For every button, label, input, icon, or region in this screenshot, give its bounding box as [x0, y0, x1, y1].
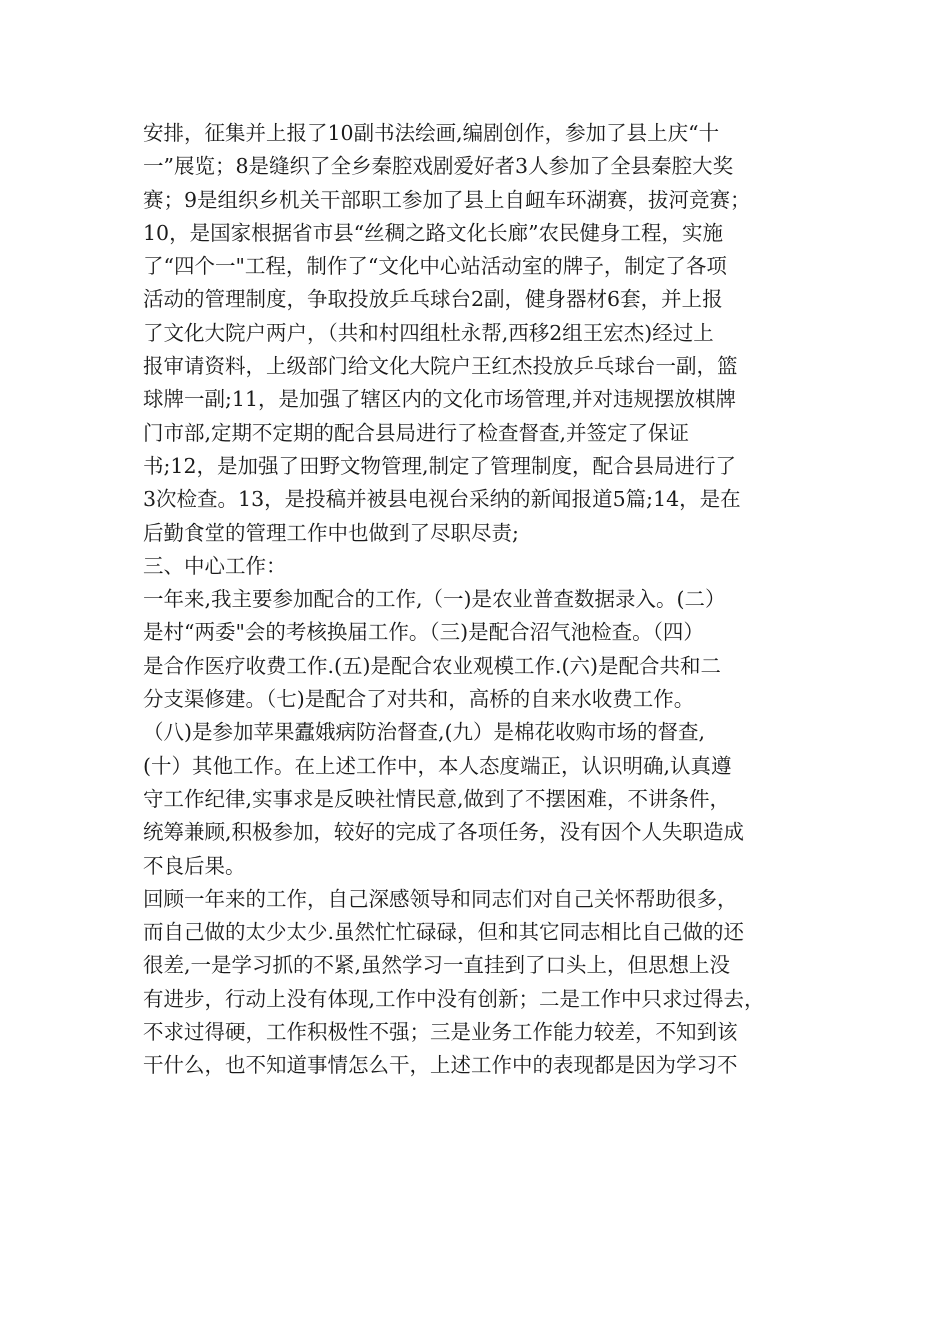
- text-line: 不求过得硬，工作积极性不强；三是业务工作能力较差，不知到该: [143, 1020, 738, 1045]
- section-heading: 三、中心工作：: [143, 553, 287, 578]
- text-line: 很差,一是学习抓的不紧,虽然学习一直挂到了口头上，但思想上没: [143, 953, 731, 978]
- text-line: 书;12，是加强了田野文物管理,制定了管理制度，配合县局进行了: [143, 453, 737, 478]
- text-line: 门市部,定期不定期的配合县局进行了检查督查,并签定了保证: [143, 420, 690, 445]
- text-line: 一年来,我主要参加配合的工作,（一)是农业普查数据录入。(二）: [143, 587, 726, 612]
- text-line: 一”展览；8是缝织了全乡秦腔戏剧爱好者3人参加了全县秦腔大奖: [143, 154, 734, 179]
- text-line: 10，是国家根据省市县“丝稠之路文化长廊”农民健身工程，实施: [143, 220, 724, 245]
- text-line: 球牌一副;11，是加强了辖区内的文化市场管理,并对违规摆放棋牌: [143, 387, 737, 412]
- text-line: 不良后果。: [143, 853, 246, 878]
- text-line: 3次检查。13，是投稿并被县电视台采纳的新闻报道5篇;14，是在: [143, 487, 741, 512]
- text-line: 了文化大院户两户，（共和村四组杜永帮,西移2组王宏杰)经过上: [143, 320, 714, 345]
- text-line: 守工作纪律,实事求是反映社情民意,做到了不摆困难，不讲条件，: [143, 786, 731, 811]
- text-line: 赛；9是组织乡机关干部职工参加了县上自衄车环湖赛，拔河竞赛；: [143, 187, 751, 212]
- text-line: (十）其他工作。在上述工作中，本人态度端正，认识明确,认真遵: [143, 753, 732, 778]
- text-line: 活动的管理制度，争取投放乒乓球台2副，健身器材6套，并上报: [143, 287, 723, 312]
- text-line: 了“四个一"工程，制作了“文化中心站活动室的牌子，制定了各项: [143, 254, 727, 279]
- text-line: 是合作医疗收费工作.(五)是配合农业观模工作.(六)是配合共和二: [143, 653, 722, 678]
- text-line: 有进步，行动上没有体现,工作中没有创新；二是工作中只求过得去，: [143, 986, 765, 1011]
- document-body: [143, 117, 813, 1083]
- text-line: 回顾一年来的工作，自己深感领导和同志们对自己关怀帮助很多，: [143, 886, 738, 911]
- text-line: 而自己做的太少太少.虽然忙忙碌碌，但和其它同志相比自己做的还: [143, 920, 745, 945]
- text-line: 干什么，也不知道事情怎么干，上述工作中的表现都是因为学习不: [143, 1053, 738, 1078]
- text-line: 后勤食堂的管理工作中也做到了尽职尽责;: [143, 520, 519, 545]
- text-line: 统筹兼顾,积极参加，较好的完成了各项任务，没有因个人失职造成: [143, 820, 745, 845]
- text-line: 是村“两委"会的考核换届工作。（三)是配合沼气池检查。（四）: [143, 620, 704, 645]
- text-line: 分支渠修建。（七)是配合了对共和，高桥的自来水收费工作。: [143, 687, 695, 712]
- text-line: （八)是参加苹果蠹娥病防治督查,(九）是棉花收购市场的督查,: [143, 720, 706, 745]
- text-line: 安排，征集并上报了10副书法绘画,编剧创作，参加了县上庆“十: [143, 121, 720, 145]
- text-line: 报审请资料，上级部门给文化大院户王红杰投放乒乓球台一副，篮: [143, 354, 738, 379]
